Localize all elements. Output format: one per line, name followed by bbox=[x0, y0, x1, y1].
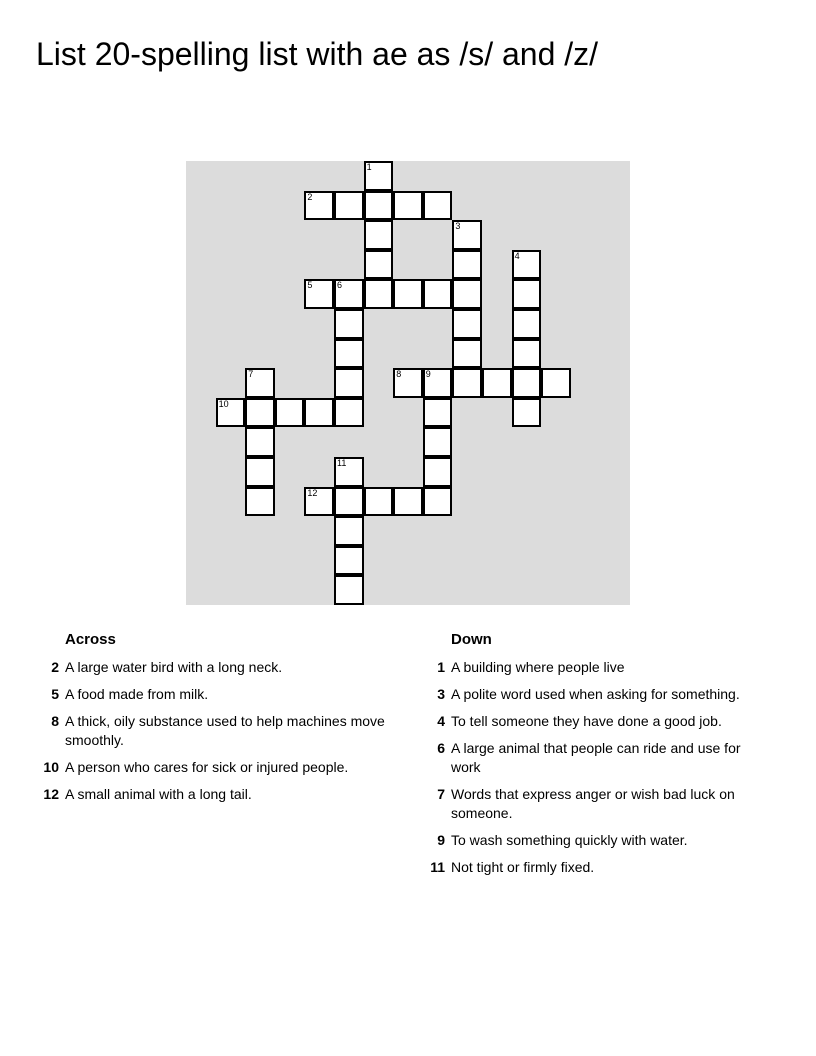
clue-number: 4 bbox=[437, 713, 445, 729]
grid-cell[interactable] bbox=[423, 457, 453, 487]
grid-cell[interactable] bbox=[364, 279, 394, 309]
cell-number: 2 bbox=[307, 191, 313, 202]
down-clues bbox=[422, 630, 762, 885]
grid-cell[interactable] bbox=[452, 309, 482, 339]
cell-number: 8 bbox=[396, 369, 402, 380]
grid-cell[interactable] bbox=[334, 309, 364, 339]
clue-item bbox=[422, 858, 762, 877]
cell-number: 1 bbox=[366, 162, 372, 172]
grid-cell[interactable] bbox=[512, 250, 542, 280]
down-heading: Down bbox=[451, 631, 492, 648]
grid-cell[interactable] bbox=[245, 368, 275, 398]
down-clue-list bbox=[422, 658, 762, 877]
clue-text: A person who cares for sick or injured people. bbox=[65, 759, 349, 775]
grid-cell[interactable] bbox=[245, 487, 275, 517]
grid-cell[interactable] bbox=[304, 279, 334, 309]
cell-number: 11 bbox=[337, 458, 347, 468]
grid-cell[interactable] bbox=[423, 398, 453, 428]
clue-text: To tell someone they have done a good job. bbox=[451, 713, 722, 729]
grid-cell[interactable] bbox=[334, 575, 364, 605]
clue-text: A large water bird with a long neck. bbox=[65, 659, 283, 675]
clue-item bbox=[422, 712, 762, 731]
page-title: List 20-spelling list with ae as /s/ and /z/ bbox=[36, 36, 599, 72]
clue-text: A thick, oily substance used to help machines move smoothly. bbox=[65, 713, 385, 748]
grid-cell[interactable] bbox=[482, 368, 512, 398]
clue-text: Words that express anger or wish bad luck on someone. bbox=[451, 786, 735, 821]
grid-cell[interactable] bbox=[275, 398, 305, 428]
across-heading: Across bbox=[65, 631, 116, 648]
grid-cell[interactable] bbox=[304, 398, 334, 428]
grid-cell[interactable] bbox=[423, 191, 453, 221]
grid-cell[interactable] bbox=[245, 457, 275, 487]
clue-text: Not tight or firmly fixed. bbox=[451, 859, 595, 875]
grid-cell[interactable] bbox=[512, 309, 542, 339]
grid-cell[interactable] bbox=[334, 368, 364, 398]
cell-number: 10 bbox=[218, 398, 229, 409]
grid-cell[interactable] bbox=[393, 279, 423, 309]
clue-item bbox=[422, 785, 762, 823]
cell-number: 5 bbox=[307, 280, 313, 291]
grid-cell[interactable] bbox=[216, 398, 246, 428]
clue-number: 3 bbox=[437, 686, 445, 702]
clue-number: 10 bbox=[43, 759, 59, 775]
grid-cell[interactable] bbox=[512, 398, 542, 428]
grid-cell[interactable] bbox=[452, 279, 482, 309]
grid-cell[interactable] bbox=[452, 220, 482, 250]
grid-cell[interactable] bbox=[304, 487, 334, 517]
clue-item bbox=[36, 712, 406, 750]
grid-cell[interactable] bbox=[364, 250, 394, 280]
clue-item bbox=[36, 758, 406, 777]
cell-number: 9 bbox=[425, 369, 431, 380]
clue-text: A polite word used when asking for something. bbox=[451, 686, 740, 702]
clue-number: 7 bbox=[437, 786, 445, 802]
grid-cell[interactable] bbox=[304, 191, 334, 221]
grid-cell[interactable] bbox=[541, 368, 571, 398]
grid-cell[interactable] bbox=[334, 516, 364, 546]
clue-item bbox=[36, 685, 406, 704]
grid-cell[interactable] bbox=[452, 250, 482, 280]
clue-number: 9 bbox=[437, 832, 445, 848]
grid-cell[interactable] bbox=[364, 161, 394, 191]
clue-text: A building where people live bbox=[451, 659, 625, 675]
clue-number: 8 bbox=[51, 713, 59, 729]
clue-number: 2 bbox=[51, 659, 59, 675]
cell-number: 12 bbox=[307, 487, 318, 498]
grid-cell[interactable] bbox=[334, 546, 364, 576]
grid-cell[interactable] bbox=[423, 427, 453, 457]
clue-item bbox=[422, 658, 762, 677]
clue-number: 12 bbox=[43, 786, 59, 802]
grid-cell[interactable] bbox=[364, 191, 394, 221]
grid-cell[interactable] bbox=[334, 487, 364, 517]
grid-cell[interactable] bbox=[423, 368, 453, 398]
clue-text: A small animal with a long tail. bbox=[65, 786, 252, 802]
grid-cell[interactable] bbox=[364, 487, 394, 517]
grid-cell[interactable] bbox=[334, 191, 364, 221]
cell-number: 4 bbox=[514, 250, 520, 261]
clue-text: A food made from milk. bbox=[65, 686, 209, 702]
crossword-grid bbox=[186, 161, 630, 605]
clue-number: 11 bbox=[430, 859, 445, 875]
grid-cell[interactable] bbox=[393, 368, 423, 398]
clue-item bbox=[422, 831, 762, 850]
grid-cell[interactable] bbox=[364, 220, 394, 250]
clue-number: 1 bbox=[437, 659, 445, 675]
grid-cell[interactable] bbox=[393, 487, 423, 517]
clue-text: A large animal that people can ride and use for work bbox=[451, 740, 741, 775]
grid-cell[interactable] bbox=[512, 339, 542, 369]
cell-number: 6 bbox=[337, 280, 343, 291]
grid-cell[interactable] bbox=[334, 339, 364, 369]
grid-cell[interactable] bbox=[334, 398, 364, 428]
clue-item bbox=[36, 785, 406, 804]
clue-text: To wash something quickly with water. bbox=[451, 832, 688, 848]
across-clues bbox=[36, 630, 406, 812]
grid-cell[interactable] bbox=[245, 398, 275, 428]
grid-cell[interactable] bbox=[512, 368, 542, 398]
grid-cell[interactable] bbox=[245, 427, 275, 457]
grid-cell[interactable] bbox=[334, 279, 364, 309]
grid-cell[interactable] bbox=[423, 487, 453, 517]
cell-number: 7 bbox=[248, 369, 254, 380]
clue-number: 5 bbox=[51, 686, 59, 702]
grid-cell[interactable] bbox=[452, 339, 482, 369]
cell-number: 3 bbox=[455, 221, 461, 232]
clue-item bbox=[422, 739, 762, 777]
across-clue-list bbox=[36, 658, 406, 804]
grid-cell[interactable] bbox=[393, 191, 423, 221]
clue-item bbox=[422, 685, 762, 704]
grid-cell[interactable] bbox=[512, 279, 542, 309]
grid-cell[interactable] bbox=[452, 368, 482, 398]
grid-cell[interactable] bbox=[334, 457, 364, 487]
clue-number: 6 bbox=[437, 740, 445, 756]
grid-cell[interactable] bbox=[423, 279, 453, 309]
clue-item bbox=[36, 658, 406, 677]
